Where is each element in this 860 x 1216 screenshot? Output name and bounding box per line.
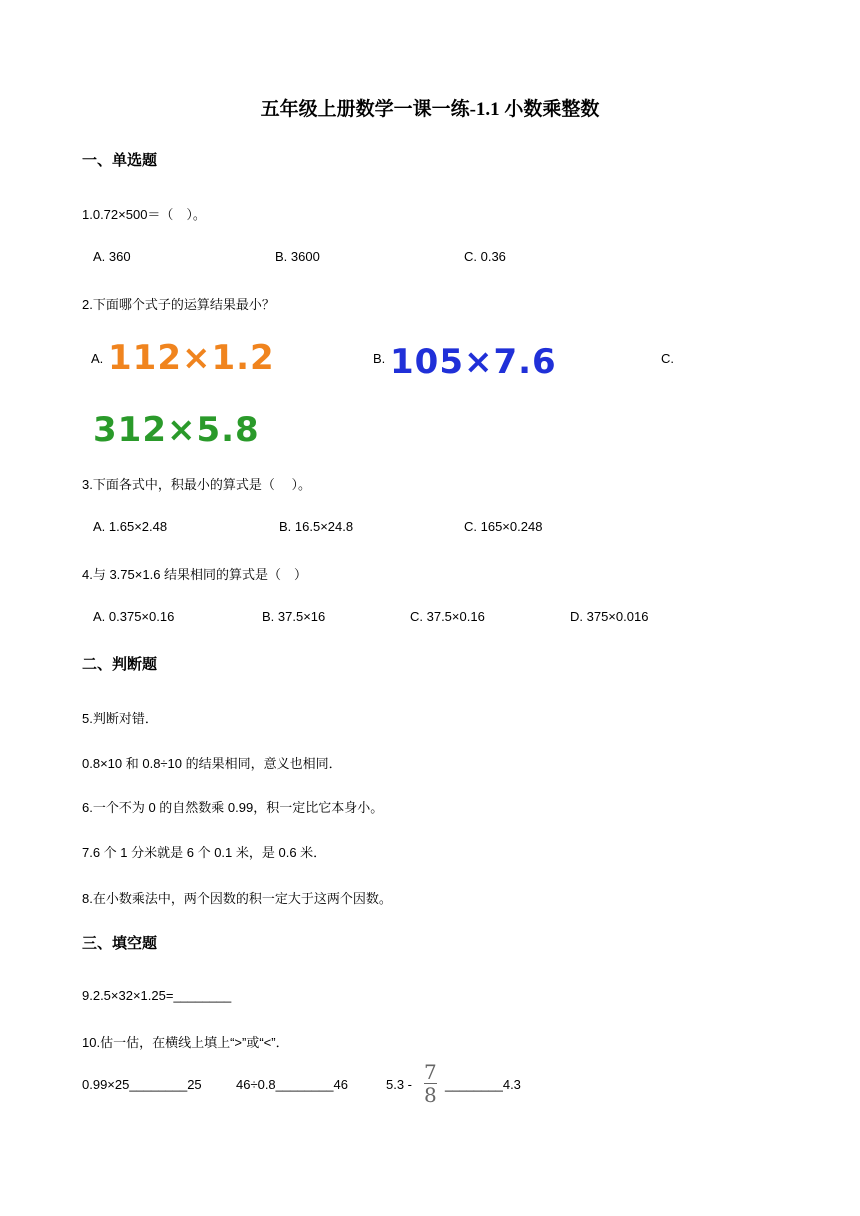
question-2: 2.下面哪个式子的运算结果最小？	[82, 297, 275, 312]
question-4-option-d: D. 375×0.016	[570, 609, 649, 624]
section-heading-true-false: 二、判断题	[82, 656, 158, 673]
question-2-option-a-expression: 112×1.2	[108, 338, 275, 378]
question-1: 1.0.72×500＝（ ）。	[82, 207, 206, 222]
question-10-part-1: 0.99×25________25	[82, 1077, 202, 1092]
question-9: 9.2.5×32×1.25=________	[82, 988, 232, 1003]
question-10: 10.估一估，在横线上填上“>”或“<”．	[82, 1035, 289, 1050]
question-2-option-a-label: A.	[91, 351, 104, 366]
question-10-part-3-prefix: 5.3 -	[386, 1077, 413, 1092]
question-2-option-c-label: C.	[661, 351, 674, 366]
question-4-option-c: C. 37.5×0.16	[410, 609, 485, 624]
page-title: 五年级上册数学一课一练-1.1 小数乘整数	[260, 99, 600, 120]
section-heading-fill-blank: 三、填空题	[82, 935, 158, 952]
question-1-option-c: C. 0.36	[464, 249, 506, 264]
question-3-option-a: A. 1.65×2.48	[93, 519, 168, 534]
question-3-option-b: B. 16.5×24.8	[279, 519, 354, 534]
question-7: 7.6 个 1 分米就是 6 个 0.1 米，是 0.6 米．	[82, 845, 327, 860]
fraction	[424, 1062, 437, 1105]
question-5-statement: 0.8×10 和 0.8÷10 的结果相同，意义也相同．	[82, 756, 342, 771]
section-heading-single-choice: 一、单选题	[82, 152, 158, 169]
question-2-option-c-expression: 312×5.8	[93, 410, 260, 450]
question-1-option-b: B. 3600	[275, 249, 320, 264]
question-3: 3.下面各式中，积最小的算式是（ ）。	[82, 477, 311, 492]
question-4-option-a: A. 0.375×0.16	[93, 609, 175, 624]
question-6: 6.一个不为 0 的自然数乘 0.99，积一定比它本身小。	[82, 800, 384, 815]
fraction-numerator: 7	[424, 1060, 437, 1084]
question-10-part-2: 46÷0.8________46	[236, 1077, 348, 1092]
question-4-option-b: B. 37.5×16	[262, 609, 326, 624]
question-5: 5.判断对错．	[82, 711, 158, 726]
question-3-option-c: C. 165×0.248	[464, 519, 543, 534]
question-8: 8.在小数乘法中，两个因数的积一定大于这两个因数。	[82, 891, 392, 906]
question-1-option-a: A. 360	[93, 249, 131, 264]
question-2-option-b-label: B.	[373, 351, 386, 366]
question-10-part-3-suffix: ________4.3	[445, 1077, 521, 1092]
question-2-option-b-expression: 105×7.6	[390, 342, 557, 382]
fraction-denominator: 8	[424, 1083, 437, 1107]
question-4: 4.与 3.75×1.6 结果相同的算式是（ ）	[82, 567, 308, 582]
